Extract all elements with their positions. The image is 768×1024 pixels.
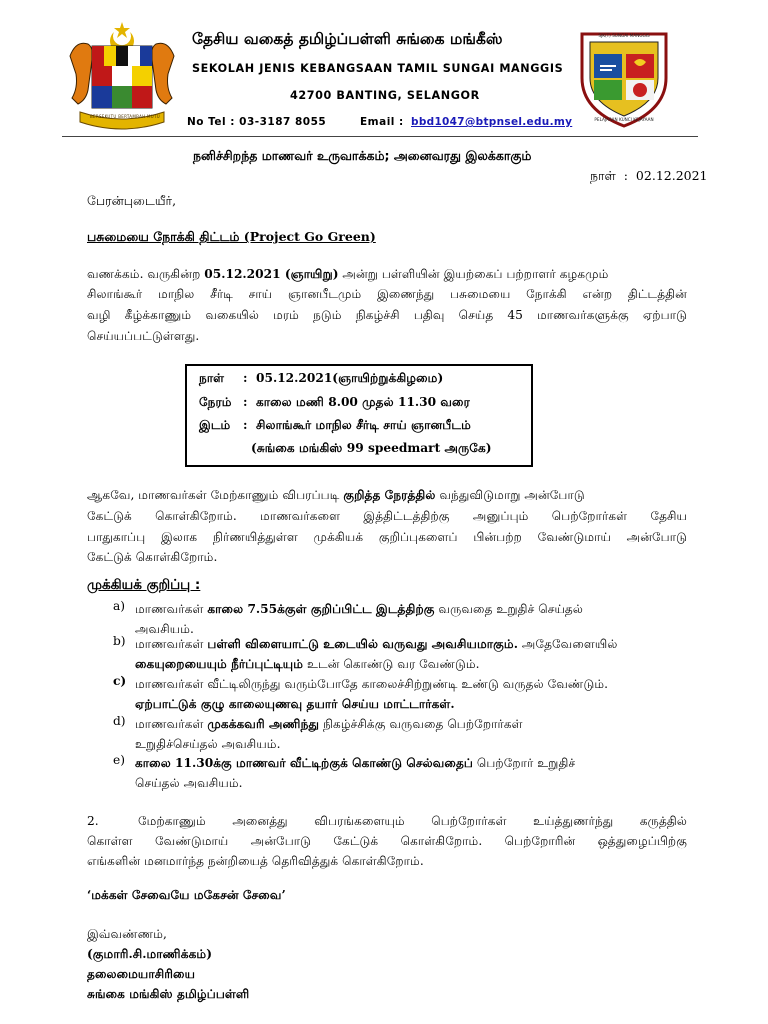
- note-letter: b): [113, 634, 126, 648]
- note-highlight: காலை 11.30க்கு மாணவர் வீட்டிற்குக் கொண்டு செல்வதைப்: [135, 756, 473, 770]
- notes-heading: முக்கியக் குறிப்பு :: [87, 577, 201, 593]
- school-email-label: Email :: [360, 116, 404, 128]
- event-place-note: (சுங்கை மங்கிஸ் 99 speedmart அருகே): [251, 441, 492, 455]
- signature-regards: இவ்வண்ணம்,: [87, 927, 167, 941]
- school-address: 42700 BANTING, SELANGOR: [290, 89, 480, 102]
- signature-name: (குமாரி.சி.மாணிக்கம்): [87, 947, 212, 961]
- intro-text: வழி கீழ்க்காணும் வகையில் மரம் நடும் நிகழ்ச்சி பதிவு செய்த 45 மாணவர்களுக்கு ஏற்பாடு: [87, 308, 687, 322]
- closing-text: மேற்காணும் அனைத்து விபரங்களையும் பெற்றோர்கள் உய்த்துணர்ந்து கருத்தில்: [138, 814, 687, 828]
- instruction-text: பாதுகாப்பு இலாக நிர்ணயித்துள்ள முக்கியக் குறிப்புகளைப் பின்பற்ற வேண்டுமாய் அன்போடு: [87, 530, 687, 544]
- closing-number: 2.: [87, 814, 99, 828]
- school-crest-bottom-text: PELAJARAN KUNCI KEJAYAAN: [594, 117, 654, 122]
- instruction-text: கேட்டுக் கொள்கிறோம்.: [87, 550, 218, 564]
- note-highlight: காலை 7.55க்குள் குறிப்பிட்ட இடத்திற்கு: [207, 602, 435, 616]
- header-divider: [62, 136, 698, 137]
- note-item: [135, 753, 687, 773]
- note-letter: c): [113, 674, 127, 688]
- note-text: அதேவேளையில்: [521, 637, 618, 651]
- slogan: ‘மக்கள் சேவையே மகேசன் சேவை’: [87, 888, 286, 902]
- note-letter: d): [113, 714, 126, 728]
- note-text: மாணவர்கள்: [135, 717, 204, 731]
- closing-text: கொள்ள வேண்டுமாய் அன்போடு கேட்டுக் கொள்கிறோம். பெற்றோரின் ஒத்துழைப்பிற்கு: [87, 834, 687, 848]
- event-date-label: நாள்: [199, 371, 225, 385]
- note-letter: a): [113, 599, 126, 613]
- event-date-value: : 05.12.2021(ஞாயிற்றுக்கிழமை): [243, 371, 444, 385]
- signature-title: தலைமையாசிரியை: [87, 967, 196, 981]
- note-text: வருவதை உறுதிச் செய்தல்: [438, 602, 583, 616]
- event-place-value: : சிலாங்கூர் மாநில சீர்டி சாய் ஞானபீடம்: [243, 418, 471, 432]
- note-text: மாணவர்கள் வீட்டிலிருந்து வரும்போதே காலைச்சிற்றுண்டி உண்டு வருதல் வேண்டும்.: [135, 677, 608, 691]
- note-text: நிகழ்ச்சிக்கு வருவதை பெற்றோர்கள்: [322, 717, 523, 731]
- school-tel: No Tel : 03-3187 8055: [187, 116, 327, 128]
- note-highlight: கையுறையையும் நீர்ப்புட்டியும்: [135, 657, 304, 671]
- note-highlight: முகக்கவரி அணிந்து: [207, 717, 320, 731]
- on-time-highlight: குறித்த நேரத்தில்: [343, 488, 436, 502]
- salutation: பேரன்புடையீர்,: [87, 193, 177, 208]
- intro-text: சிலாங்கூர் மாநில சீர்டி சாய் ஞானபீடமும் இணைந்து பசுமையை நோக்கி என்ற திட்டத்தின்: [87, 287, 687, 301]
- note-text: மாணவர்கள்: [135, 602, 204, 616]
- school-name-tamil: தேசிய வகைத் தமிழ்ப்பள்ளி சுங்கை மங்கீஸ்: [192, 30, 503, 48]
- school-crest: [570, 24, 678, 130]
- letter-date: நாள் : 02.12.2021: [590, 168, 708, 183]
- note-item: [135, 634, 687, 654]
- intro-text: வணக்கம். வருகின்ற: [87, 267, 201, 281]
- note-text: செய்தல் அவசியம்.: [135, 776, 243, 790]
- instruction-text: கேட்டுக் கொள்கிறோம். மாணவர்களை இத்திட்டத்திற்கு அனுப்பும் பெற்றோர்கள் தேசிய: [87, 509, 687, 523]
- note-item: [135, 599, 687, 619]
- note-letter: e): [113, 753, 125, 767]
- note-highlight: ஏற்பாட்டுக் குழு காலையுணவு தயார் செய்ய மாட்டார்கள்.: [135, 697, 455, 711]
- signature-school: சுங்கை மங்கிஸ் தமிழ்ப்பள்ளி: [87, 987, 250, 1001]
- note-highlight: பள்ளி விளையாட்டு உடையில் வருவது அவசியமாகும்.: [207, 637, 518, 651]
- school-motto: நனிச்சிறந்த மாணவர் உருவாக்கம்; அனைவரது இலக்காகும்: [193, 148, 532, 163]
- intro-text: அன்று பள்ளியின் இயற்கைப் பற்றாளர் கழகமும்: [342, 267, 609, 281]
- note-text: மாணவர்கள்: [135, 637, 204, 651]
- event-date-highlight: 05.12.2021 (ஞாயிறு): [204, 267, 339, 281]
- note-text: உறுதிச்செய்தல் அவசியம்.: [135, 737, 281, 751]
- school-crest-top-text: SJK(T) SUNGAI MANGGIS: [598, 33, 650, 38]
- note-item: [135, 714, 687, 734]
- coat-of-arms-motto: BERSEKUTU BERTAMBAH MUTU: [90, 114, 160, 119]
- instruction-text: வந்துவிடுமாறு அன்போடு: [439, 488, 585, 502]
- school-email-link[interactable]: bbd1047@btpnsel.edu.my: [411, 116, 573, 128]
- note-text: உடன் கொண்டு வர வேண்டும்.: [306, 657, 480, 671]
- event-details-box: [185, 364, 533, 467]
- closing-text: எங்களின் மனமார்ந்த நன்றியைத் தெரிவித்துக் கொள்கிறோம்.: [87, 854, 424, 868]
- school-name-malay: SEKOLAH JENIS KEBANGSAAN TAMIL SUNGAI MANGGIS: [192, 62, 564, 75]
- letter-subject: பசுமையை நோக்கி திட்டம் (Project Go Green): [87, 229, 376, 244]
- intro-paragraph: [87, 264, 687, 284]
- note-item: [135, 654, 687, 674]
- intro-text: செய்யப்பட்டுள்ளது.: [87, 329, 200, 343]
- event-place-label: இடம்: [199, 418, 231, 432]
- event-time-label: நேரம்: [199, 395, 232, 409]
- note-text: பெற்றோர் உறுதிச்: [476, 756, 576, 770]
- instruction-text: ஆகவே, மாணவர்கள் மேற்காணும் விபரப்படி: [87, 488, 340, 502]
- instruction-paragraph: [87, 485, 687, 505]
- event-time-value: : காலை மணி 8.00 முதல் 11.30 வரை: [243, 395, 470, 409]
- note-text: அவசியம்.: [135, 622, 194, 636]
